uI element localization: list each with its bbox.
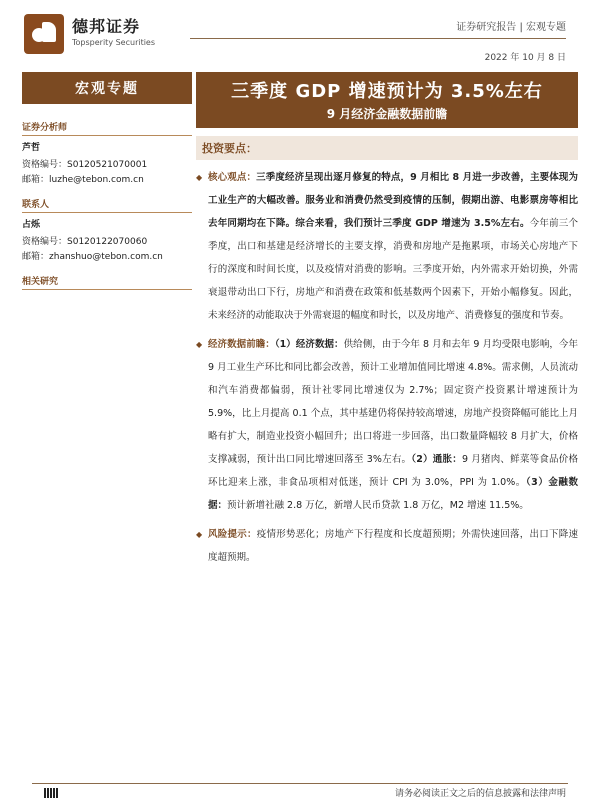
related-research-heading: 相关研究 <box>22 272 192 290</box>
sidebar <box>22 118 192 294</box>
contact-email: 邮箱：zhanshuo@tebon.com.cn <box>22 252 163 262</box>
contact-cert: 资格编号：S0120122070060 <box>22 237 148 247</box>
main-content <box>196 136 578 569</box>
diamond-bullet-icon: ◆ <box>196 173 203 182</box>
footer-divider <box>32 783 568 784</box>
diamond-bullet-icon: ◆ <box>196 340 203 349</box>
report-type: 证券研究报告 | 宏观专题 <box>456 22 566 33</box>
footer-disclaimer: 请务必阅读正文之后的信息披露和法律声明 <box>394 789 566 799</box>
key-points-heading: 投资要点： <box>196 136 578 160</box>
contact-heading: 联系人 <box>22 195 192 213</box>
risk-warning-paragraph: ◆ 风险提示：疫情形势恶化；房地产下行程度和长度超预期；外需快速回落，出口下降速度超预期。 <box>196 523 578 569</box>
company-logo <box>24 14 164 54</box>
analyst-heading: 证券分析师 <box>22 118 192 136</box>
logo-mark-icon <box>24 14 64 54</box>
category-banner: 宏观专题 <box>22 72 192 104</box>
analyst-block <box>22 118 192 185</box>
data-preview-paragraph: ◆ 经济数据前瞻：（1）经济数据：供给侧，由于今年 8 月和去年 9 月均受限电影响，今年 9 月工业生产环比和同比都会改善，预计工业增加值同比增速 4.8%。需求侧，人员流动和汽车消费都偏弱，预计社零同比增速仅为 2.7%；固定资产投资累计增速预计为 5.9%，比上月提高 0.1 个点，其中基建仍将保持较高增速，房地产投资降幅可能比上月略有扩大，制造业投资小幅回升；出口将进一步回落，出口数量降幅较 8 月扩大，价格支撑减弱，预计出口同比增速回落至 3%左右。（2）通胀：9 月猪肉、鲜菜等食品价格环比迎来上涨，非食品项相对低迷，预计 CPI 为 3.0%，PPI 为 1.0%。（3）金融数据：预计新增社融 2.8 万亿，新增人民币贷款 1.8 万亿，M2 增速 11.5%。 <box>196 333 578 517</box>
report-date: 2022 年 10 月 8 日 <box>484 53 566 63</box>
analyst-name: 芦哲 <box>22 143 41 153</box>
contact-name: 占烁 <box>22 220 41 230</box>
report-subtitle: 9 月经济金融数据前瞻 <box>326 107 448 121</box>
diamond-bullet-icon: ◆ <box>196 530 203 539</box>
logo-name-cn: 德邦证券 <box>72 17 141 36</box>
core-view-paragraph: ◆ 核心观点：三季度经济呈现出逐月修复的特点，9 月相比 8 月进一步改善，主要体现为工业生产的大幅改善。服务业和消费仍然受到疫情的压制，假期出游、电影票房等相比去年同期均在下降。综合来看，我们预计三季度 GDP 增速为 3.5%左右。今年前三个季度，出口和基建是经济增长的主要支撑，消费和房地产是拖累项，市场关心房地产下行的深度和时间长度，以及疫情对消费的影响。三季度开始，内外需求开始切换，外需衰退带动出口下行，房地产和消费在政策和低基数两个因素下，开始小幅修复。因此，未来经济的动能取决于外需衰退的幅度和时长，以及房地产、消费修复的强度和节奏。 <box>196 166 578 327</box>
title-banner <box>196 72 578 128</box>
qr-code-icon <box>44 788 58 798</box>
logo-name-en: Topsperity Securities <box>72 38 156 47</box>
contact-block <box>22 195 192 262</box>
report-title: 三季度 GDP 增速预计为 3.5%左右 <box>231 81 543 102</box>
analyst-cert: 资格编号：S0120521070001 <box>22 160 148 170</box>
analyst-email: 邮箱：luzhe@tebon.com.cn <box>22 175 144 185</box>
header-divider <box>190 38 566 39</box>
